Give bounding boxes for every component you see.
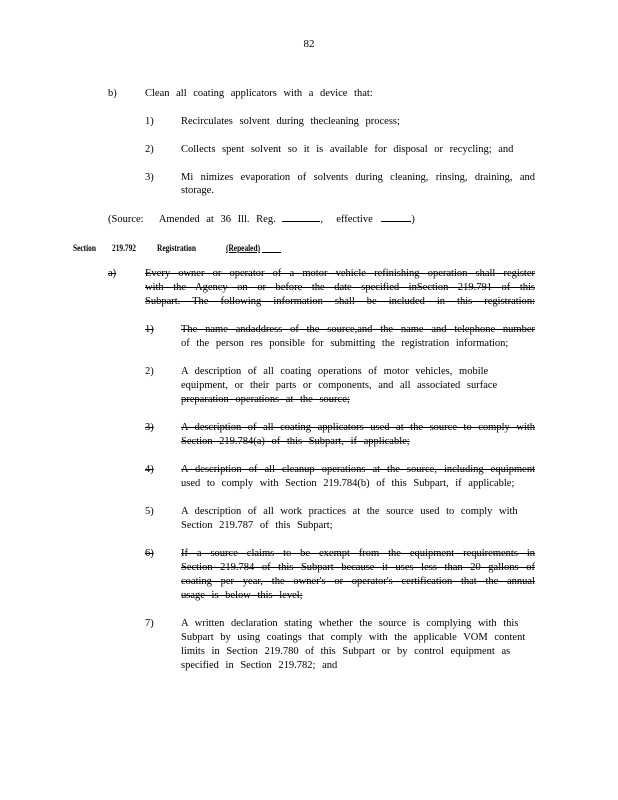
list-3-num: 3) xyxy=(145,422,154,433)
source-amended: Amended at 36 Ill. Reg. xyxy=(158,214,276,225)
list-6-line1: If a source claims to be exempt from the equipment requirements in xyxy=(181,548,535,559)
b-sub2-num: 2) xyxy=(145,144,154,155)
list-7-line1: A written declaration stating whether the source is complying with this xyxy=(181,618,519,629)
list-7-line4: specified in Section 219.782; and xyxy=(181,660,338,671)
list-4-line2: used to comply with Section 219.784(b) of this Subpart, if applicable; xyxy=(181,478,515,489)
source-note xyxy=(108,212,415,227)
list-7-num: 7) xyxy=(145,618,154,629)
list-6-num: 6) xyxy=(145,548,154,559)
b-sub1-text: Recirculates solvent during thecleaning process; xyxy=(181,116,400,127)
b-sub2-text: Collects spent solvent so it is available for disposal or recycling; and xyxy=(181,144,514,155)
list-5-line2: Section 219.787 of this Subpart; xyxy=(181,520,333,531)
item-a-line3: Subpart. The following information shall be included in this registration: xyxy=(145,296,535,307)
list-5-line1: A description of all work practices at the source used to comply with xyxy=(181,506,518,517)
item-b-label: b) xyxy=(108,88,117,99)
page-number: 82 xyxy=(303,38,315,50)
section-status-underline xyxy=(262,252,281,253)
list-2-num: 2) xyxy=(145,366,154,377)
section-number: 219.792 xyxy=(112,243,136,253)
list-6-line3: coating per year, the owner's or operator's certification that the annual xyxy=(181,576,535,587)
section-label: Section xyxy=(73,243,96,253)
b-sub1-num: 1) xyxy=(145,116,154,127)
list-4-num: 4) xyxy=(145,464,154,475)
source-comma: , xyxy=(320,214,323,225)
b-sub3-line1: Mi nimizes evaporation of solvents during cleaning, rinsing, draining, and xyxy=(181,172,535,183)
item-a-label: a) xyxy=(108,268,117,279)
b-sub3-num: 3) xyxy=(145,172,154,183)
source-prefix: (Source: xyxy=(108,214,144,225)
item-b-text: Clean all coating applicators with a device that: xyxy=(145,88,373,99)
effective-blank xyxy=(381,212,411,222)
section-title: Registration xyxy=(157,243,196,253)
list-6-line2: Section 219.784 of this Subpart because it uses less than 20 gallons of xyxy=(181,562,535,573)
list-1-line1: The name andaddress of the source,and the name and telephone number xyxy=(181,324,535,335)
list-7-line3: limits in Section 219.780 of this Subpart or by control equipment as xyxy=(181,646,511,657)
list-3-line1: A description of all coating applicators used at the source to comply with xyxy=(181,422,535,433)
source-close: ) xyxy=(411,214,415,225)
list-2-line2: equipment, or their parts or components, and all associated surface xyxy=(181,380,498,391)
list-1-line2: of the person res ponsible for submitting the registration information; xyxy=(181,338,509,349)
source-effective: effective xyxy=(336,214,373,225)
list-7-line2: Subpart by using coatings that comply with the applicable VOM content xyxy=(181,632,526,643)
section-status: (Repealed) xyxy=(226,243,261,253)
list-1-num: 1) xyxy=(145,324,154,335)
list-3-line2: Section 219.784(a) of this Subpart, if applicable; xyxy=(181,436,410,447)
list-4-line1: A description of all cleanup operations at the source, including equipment xyxy=(181,464,535,475)
list-6-line4: usage is below this level; xyxy=(181,590,303,601)
list-2-line1: A description of all coating operations of motor vehicles, mobile xyxy=(181,366,489,377)
b-sub3-line2: storage. xyxy=(181,185,214,196)
reg-blank xyxy=(282,212,320,222)
item-a-line1: Every owner or operator of a motor vehicle refinishing operation shall register xyxy=(145,268,535,279)
list-5-num: 5) xyxy=(145,506,154,517)
item-a-line2: with the Agency on or before the date specified inSection 219.791 of this xyxy=(145,282,535,293)
list-2-line3: preparation operations at the source; xyxy=(181,394,350,405)
